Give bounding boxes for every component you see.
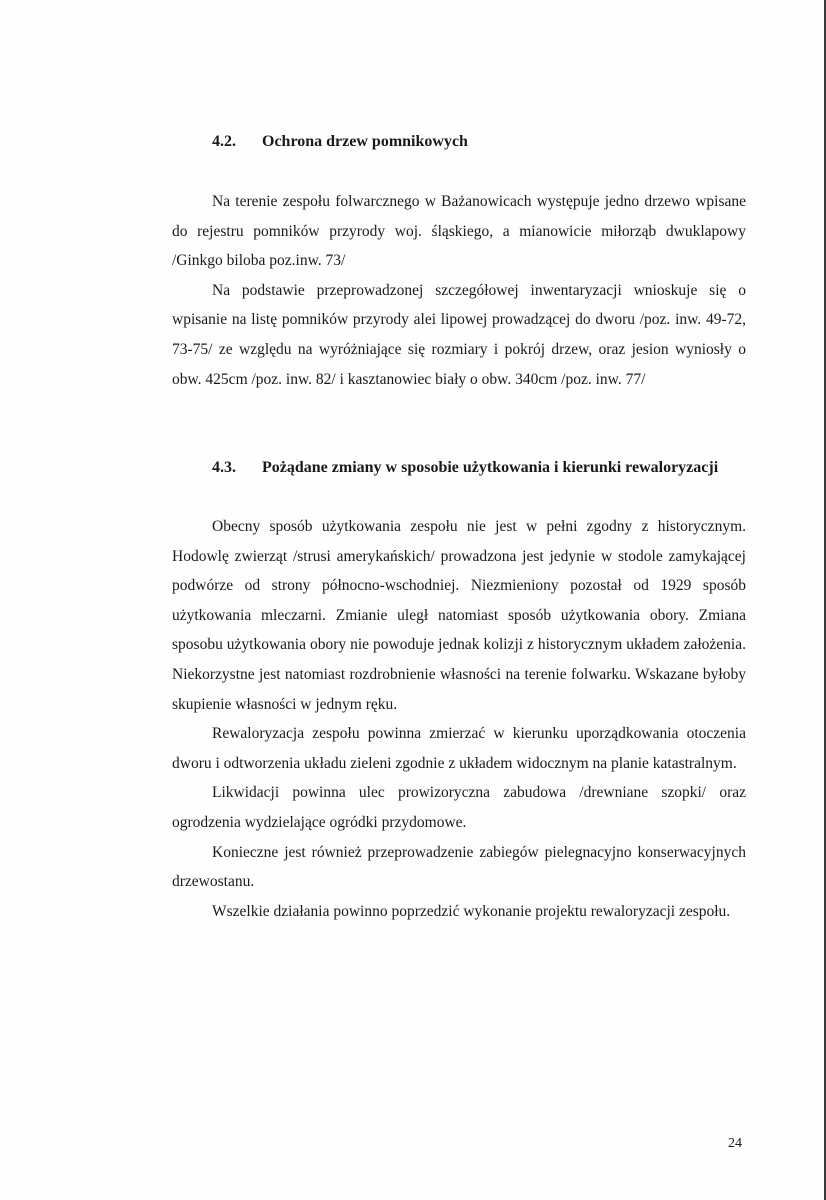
section-body-4-3 bbox=[172, 512, 746, 926]
paragraph: Likwidacji powinna ulec prowizoryczna zabudowa /drewniane szopki/ oraz ogrodzenia wydzielające ogródki przydomowe. bbox=[172, 784, 746, 831]
section-number: 4.3. bbox=[212, 459, 236, 476]
section-title: Ochrona drzew pomnikowych bbox=[262, 133, 468, 150]
paragraph: Rewaloryzacja zespołu powinna zmierzać w kierunku uporządkowania otoczenia dworu i odtworzenia układu zieleni zgodnie z układem widocznym na planie katastralnym. bbox=[172, 725, 746, 772]
paragraph: Na podstawie przeprowadzonej szczegółowej inwentaryzacji wnioskuje się o wpisanie na listę pomników przyrody alei lipowej prowadzącej do dworu /poz. inw. 49-72, 73-75/ ze względu na wyróżniające się rozmiary i pokrój drzew, oraz jesion wyniosły o obw. 425cm /poz. inw. 82/ i kasztanowiec biały o obw. 340cm /poz. inw. 77/ bbox=[172, 281, 746, 388]
page-number: 24 bbox=[728, 1136, 742, 1151]
paragraph: Na terenie zespołu folwarcznego w Bażanowicach występuje jedno drzewo wpisane do rejestru pomników przyrody woj. śląskiego, a mianowicie miłorząb dwuklapowy /Ginkgo biloba poz.inw. 73/ bbox=[172, 193, 746, 270]
section-title: Pożądane zmiany w sposobie użytkowania i kierunki rewaloryzacji bbox=[262, 459, 719, 476]
section-heading-4-2 bbox=[212, 133, 468, 151]
section-body-4-2 bbox=[172, 187, 746, 394]
section-number: 4.2. bbox=[212, 133, 236, 150]
section-heading-4-3 bbox=[212, 459, 718, 477]
paragraph: Wszelkie działania powinno poprzedzić wykonanie projektu rewaloryzacji zespołu. bbox=[212, 902, 731, 920]
paragraph: Konieczne jest również przeprowadzenie zabiegów pielegnacyjno konserwacyjnych drzewostanu. bbox=[172, 843, 746, 891]
paragraph: Obecny sposób użytkowania zespołu nie jest w pełni zgodny z historycznym. Hodowlę zwierząt /strusi amerykańskich/ prowadzona jest jedynie w stodole zamykającej podwórze od strony północno-wschodniej. Niezmieniony pozostał od 1929 sposób użytkowania mleczarni. Zmianie uległ natomiast sposób użytkowania obory. Zmiana sposobu użytkowania obory nie powoduje jednak kolizji z historycznym układem założenia. Niekorzystne jest natomiast rozdrobnienie własności na terenie folwarku. Wskazane byłoby skupienie własności w jednym ręku. bbox=[172, 518, 746, 713]
